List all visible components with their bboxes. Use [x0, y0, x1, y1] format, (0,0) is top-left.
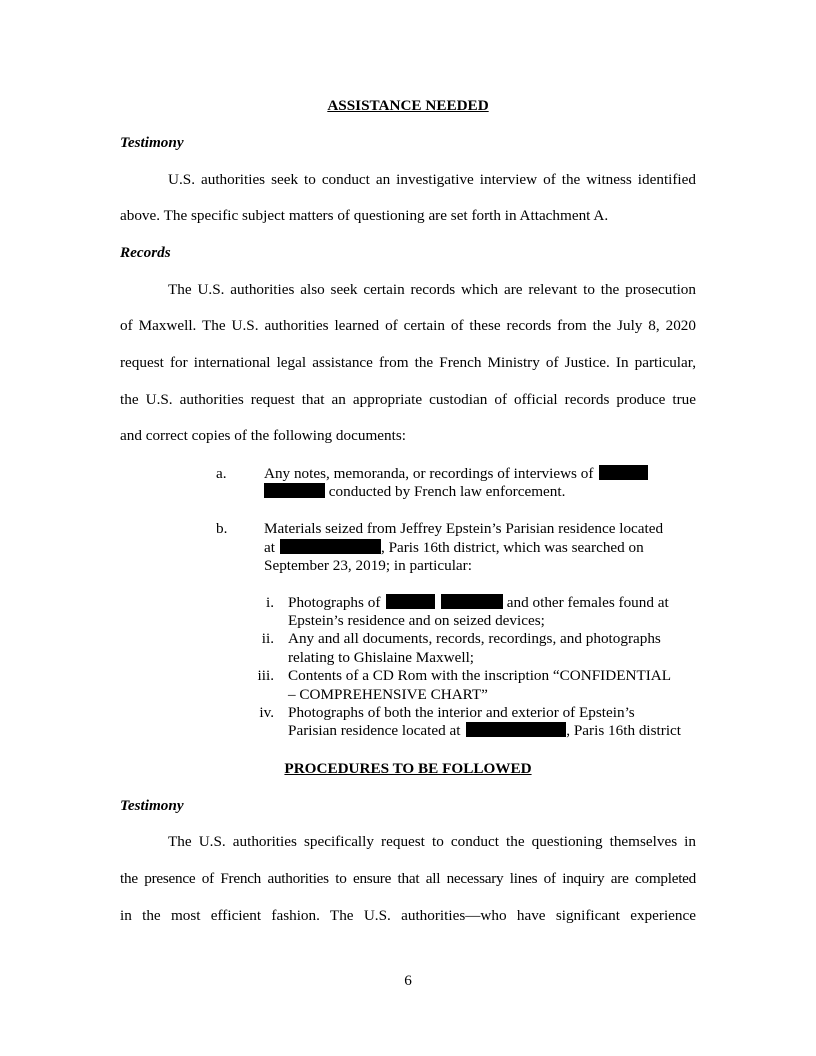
section-heading-assistance: ASSISTANCE NEEDED: [327, 97, 489, 114]
item-a-line2: [264, 483, 565, 501]
item-b-line1: Materials seized from Jeffrey Epstein’s Parisian residence located: [264, 520, 664, 537]
paragraph-line: above. The specific subject matters of questioning are set forth in Attachment A.: [120, 207, 609, 224]
item-text: Any notes, memoranda, or recordings of interviews of: [264, 465, 594, 482]
subitem-iii-line1: Contents of a CD Rom with the inscription “CONFIDENTIAL: [288, 667, 672, 684]
subheading-testimony-procedures: Testimony: [120, 797, 184, 814]
item-text: Photographs of: [288, 594, 381, 611]
paragraph-line: the presence of French authorities to ensure that all necessary lines of inquiry are completed: [120, 870, 696, 887]
item-text: , Paris 16th district: [566, 722, 682, 739]
item-text: Parisian residence located at: [288, 722, 461, 739]
subitem-iii-line2: – COMPREHENSIVE CHART”: [288, 686, 488, 703]
redaction-box: [599, 465, 648, 480]
subitem-label-ii: ii.: [261, 630, 274, 647]
item-text: at: [264, 539, 275, 556]
subitem-label-iii: iii.: [257, 667, 274, 684]
item-label-b: b.: [216, 520, 228, 537]
subitem-label-i: i.: [265, 594, 274, 611]
item-b-line2: [264, 539, 644, 557]
item-a-line1: [264, 465, 648, 483]
redaction-box: [386, 594, 435, 609]
subitem-iv-line2: [288, 722, 681, 740]
subitem-i-line2: Epstein’s residence and on seized devices;: [288, 612, 545, 629]
subitem-ii-line1: Any and all documents, records, recordings, and photographs: [288, 630, 661, 647]
item-text: conducted by French law enforcement.: [328, 483, 566, 500]
paragraph-line: in the most efficient fashion. The U.S. authorities—who have significant experience: [120, 907, 696, 924]
paragraph-line: U.S. authorities seek to conduct an investigative interview of the witness identified: [168, 171, 696, 188]
item-text: , Paris 16th district, which was searched on: [380, 539, 644, 556]
subitem-iv-line1: Photographs of both the interior and exterior of Epstein’s: [288, 704, 635, 721]
redaction-box: [264, 483, 325, 498]
subitem-i-line1: [288, 594, 669, 612]
page-number: 6: [404, 972, 412, 989]
item-b-line3: September 23, 2019; in particular:: [264, 557, 472, 574]
redaction-box: [466, 722, 566, 737]
subitem-label-iv: iv.: [259, 704, 274, 721]
redaction-box: [441, 594, 503, 609]
paragraph-line: the U.S. authorities request that an appropriate custodian of official records produce true: [120, 391, 696, 408]
subheading-records: Records: [120, 244, 171, 261]
subitem-ii-line2: relating to Ghislaine Maxwell;: [288, 649, 475, 666]
section-heading-procedures: PROCEDURES TO BE FOLLOWED: [284, 760, 532, 777]
paragraph-line: request for international legal assistance from the French Ministry of Justice. In particular,: [120, 354, 696, 371]
paragraph-line: and correct copies of the following documents:: [120, 427, 406, 444]
item-text: and other females found at: [506, 594, 669, 611]
paragraph-line: of Maxwell. The U.S. authorities learned of certain of these records from the July 8, 2020: [120, 317, 696, 334]
paragraph-line: The U.S. authorities also seek certain records which are relevant to the prosecution: [168, 281, 696, 298]
item-label-a: a.: [216, 465, 227, 482]
paragraph-line: The U.S. authorities specifically request to conduct the questioning themselves in: [168, 833, 696, 850]
redaction-box: [280, 539, 381, 554]
subheading-testimony: Testimony: [120, 134, 184, 151]
